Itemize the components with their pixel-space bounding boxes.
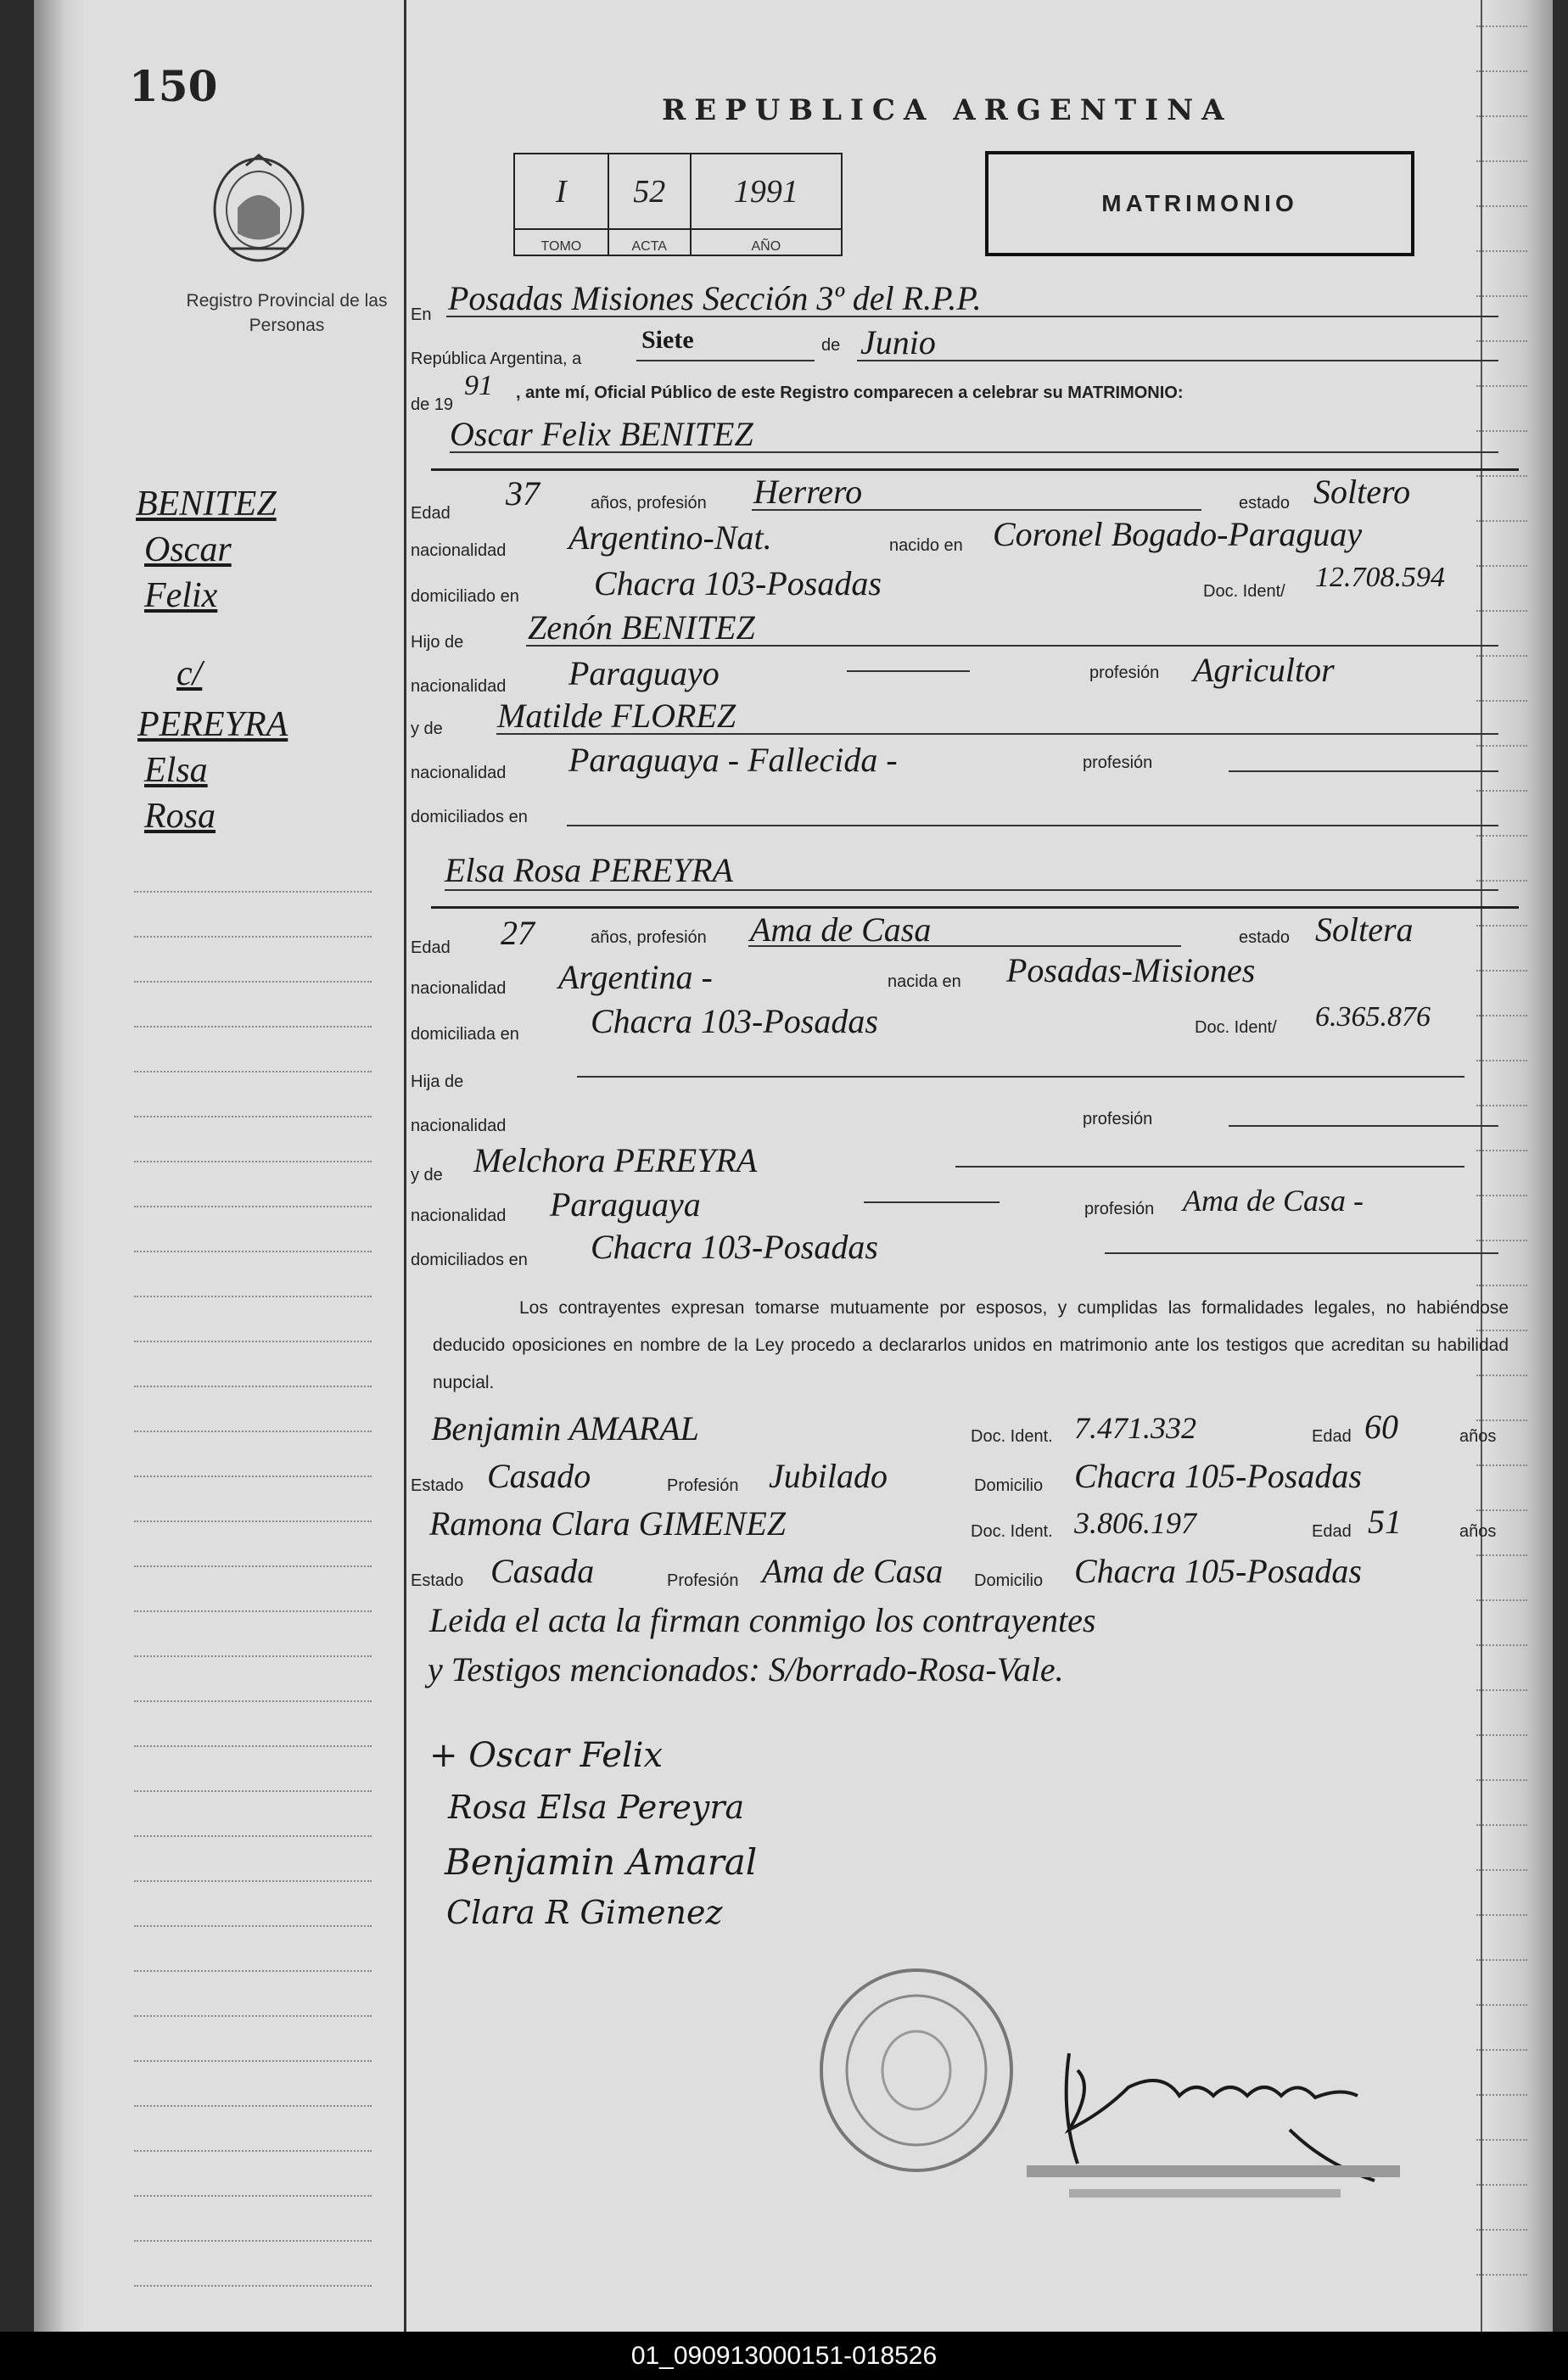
groom-dom-label: domiciliado en — [411, 587, 519, 606]
margin-ruled-line — [134, 1071, 372, 1072]
bride-name: Elsa Rosa PEREYRA — [445, 851, 733, 889]
day-line — [636, 360, 815, 361]
right-margin-ruled-line — [1476, 70, 1527, 72]
right-margin-ruled-line — [1476, 1015, 1527, 1016]
bride-estado-label: estado — [1239, 928, 1291, 947]
groom-edad: 37 — [506, 474, 540, 512]
groom-doc-label: Doc. Ident/ — [1203, 582, 1285, 601]
witness1-name: Benjamin AMARAL — [431, 1409, 699, 1448]
intro-text: , ante mí, Oficial Público de este Registro comparecen a celebrar su MATRIMONIO: — [516, 384, 1184, 402]
page-edge — [1485, 0, 1553, 2332]
padre-profesion: Agricultor — [1193, 651, 1335, 689]
groom-padre: Zenón BENITEZ — [528, 608, 755, 647]
republic-label: República Argentina, a — [411, 350, 582, 368]
bride-madre-prof-label: profesión — [1084, 1200, 1155, 1218]
month-line — [857, 360, 1498, 361]
witness2-anios-label: años — [1459, 1522, 1497, 1541]
witness2-doc-label: Doc. Ident. — [971, 1522, 1053, 1541]
right-margin-ruled-line — [1476, 520, 1527, 522]
bride-prof-line — [748, 945, 1181, 947]
madre-line — [496, 733, 1498, 735]
closing-line-1: Leida el acta la firman conmigo los contrayentes — [429, 1601, 1096, 1639]
margin-ruled-line — [134, 1386, 372, 1387]
right-margin-ruled-line — [1476, 1689, 1527, 1691]
provincial-seal-icon — [204, 148, 314, 267]
bride-edad-label: Edad — [411, 938, 451, 957]
right-margin-ruled-line — [1476, 655, 1527, 657]
margin-ruled-line — [134, 1790, 372, 1792]
signature-witness2: Clara R Gimenez — [446, 1894, 723, 1931]
right-margin-ruled-line — [1476, 115, 1527, 117]
margin-bride-name1: Elsa — [144, 751, 208, 790]
right-margin-ruled-line — [1476, 2229, 1527, 2231]
bride-prof2-line — [1229, 1125, 1498, 1127]
witness2-estado-label: Estado — [411, 1571, 464, 1590]
groom-name-line — [450, 451, 1498, 453]
right-margin-ruled-line — [1476, 160, 1527, 162]
right-margin-ruled-line — [1476, 430, 1527, 432]
groom-hijo-label: Hijo de — [411, 633, 464, 652]
right-margin-ruled-line — [1476, 25, 1527, 27]
en-label: En — [411, 305, 432, 324]
margin-ruled-line — [134, 1925, 372, 1927]
margin-ruled-line — [134, 981, 372, 983]
margin-ruled-line — [134, 1116, 372, 1117]
margin-ruled-line — [134, 891, 372, 893]
right-margin-ruled-line — [1476, 2049, 1527, 2051]
signature-groom: + Oscar Felix — [429, 1736, 664, 1775]
right-margin-ruled-line — [1476, 2094, 1527, 2096]
margin-ruled-line — [134, 1296, 372, 1297]
padre-nac-line — [847, 670, 970, 672]
groom-name: Oscar Felix BENITEZ — [450, 415, 753, 453]
groom-domiciliados-label: domiciliados en — [411, 808, 528, 826]
right-margin-ruled-line — [1476, 295, 1527, 297]
madre-nac-label: nacionalidad — [411, 764, 507, 782]
margin-ruled-line — [134, 1655, 372, 1657]
month-label: de — [821, 336, 841, 355]
margin-ruled-line — [134, 2195, 372, 2197]
bride-domiciliados: Chacra 103-Posadas — [591, 1228, 878, 1266]
right-margin-ruled-line — [1476, 1824, 1527, 1826]
day-value: Siete — [641, 326, 694, 354]
bride-madre: Melchora PEREYRA — [473, 1141, 758, 1179]
bride-profesion: Ama de Casa — [750, 910, 932, 949]
margin-ruled-line — [134, 1476, 372, 1477]
right-margin-ruled-line — [1476, 1420, 1527, 1421]
right-margin-ruled-line — [1476, 700, 1527, 702]
groom-yde-label: y de — [411, 720, 443, 738]
bride-domicilio: Chacra 103-Posadas — [591, 1002, 878, 1040]
bride-nac2-label: nacionalidad — [411, 1117, 507, 1135]
margin-ruled-line — [134, 1161, 372, 1162]
record-type-box: MATRIMONIO — [985, 151, 1414, 256]
groom-nacido-en: Coronel Bogado-Paraguay — [993, 515, 1363, 553]
right-margin-ruled-line — [1476, 1959, 1527, 1961]
bride-yde-label: y de — [411, 1166, 443, 1184]
witness2-domicilio: Chacra 105-Posadas — [1074, 1552, 1362, 1590]
margin-ruled-line — [134, 1520, 372, 1522]
groom-edad-label: Edad — [411, 504, 451, 523]
bride-separator — [431, 906, 1519, 909]
tomo-value: I — [514, 154, 608, 229]
margin-ruled-line — [134, 1565, 372, 1567]
margin-groom-name1: Oscar — [144, 530, 232, 569]
witness1-edad: 60 — [1364, 1408, 1398, 1446]
witness1-edad-label: Edad — [1312, 1427, 1352, 1446]
groom-estado-label: estado — [1239, 494, 1291, 512]
register-page — [34, 0, 1553, 2332]
right-margin-ruled-line — [1476, 1509, 1527, 1511]
registry-name: Registro Provincial de las Personas — [186, 291, 388, 335]
declaration-paragraph: Los contrayentes expresan tomarse mutuamente por esposos, y cumplidas las formalidades legales, no habiéndose deducido oposiciones en nombre de la Ley procedo a declararlos unidos en matrimonio ante los testigos que acreditan su habilidad nupcial. — [433, 1298, 1509, 1392]
margin-ruled-line — [134, 2150, 372, 2152]
bride-edad: 27 — [501, 914, 535, 952]
margin-ruled-line — [134, 2015, 372, 2017]
witness1-prof-label: Profesión — [667, 1476, 739, 1495]
anio-value: 1991 — [691, 154, 842, 229]
groom-prof-label: años, profesión — [591, 494, 707, 512]
document-header: REPUBLICA ARGENTINA — [662, 93, 1233, 127]
margin-divider — [404, 0, 406, 2332]
signature-bride: Rosa Elsa Pereyra — [448, 1789, 745, 1826]
image-id-footer: 01_090913000151-018526 — [0, 2332, 1568, 2380]
padre-line — [526, 645, 1498, 647]
margin-groom-surname: BENITEZ — [136, 484, 277, 524]
witness2-name: Ramona Clara GIMENEZ — [429, 1504, 786, 1543]
groom-separator — [431, 468, 1519, 471]
bride-prof-label: años, profesión — [591, 928, 707, 947]
right-margin-ruled-line — [1476, 1464, 1527, 1466]
witness1-anios-label: años — [1459, 1427, 1497, 1446]
groom-nacido-label: nacido en — [889, 536, 963, 555]
witness2-prof-label: Profesión — [667, 1571, 739, 1590]
record-number-box — [513, 153, 843, 256]
right-margin-ruled-line — [1476, 835, 1527, 837]
closing-line-2: y Testigos mencionados: S/borrado-Rosa-Vale. — [428, 1650, 1064, 1688]
anio-label: AÑO — [691, 229, 842, 255]
bride-madre-line — [955, 1166, 1464, 1168]
witness1-estado: Casado — [487, 1457, 591, 1495]
madre-nacionalidad: Paraguaya - Fallecida - — [568, 741, 898, 779]
witness1-estado-label: Estado — [411, 1476, 464, 1495]
witness1-domicilio: Chacra 105-Posadas — [1074, 1457, 1362, 1495]
witness2-estado: Casada — [490, 1552, 595, 1590]
witness2-dom-label: Domicilio — [974, 1571, 1044, 1590]
right-margin-ruled-line — [1476, 1779, 1527, 1781]
right-margin-ruled-line — [1476, 1240, 1527, 1241]
right-margin-ruled-line — [1476, 2139, 1527, 2141]
right-margin-ruled-line — [1476, 1734, 1527, 1736]
official-stamp-icon — [815, 1964, 1018, 2176]
right-margin-ruled-line — [1476, 2004, 1527, 2006]
margin-ruled-line — [134, 1341, 372, 1342]
place-line — [446, 316, 1498, 317]
bride-nacionalidad: Argentina - — [558, 958, 713, 996]
year-prefix: de 19 — [411, 395, 454, 414]
right-margin-ruled-line — [1476, 2274, 1527, 2276]
right-margin-ruled-line — [1476, 610, 1527, 612]
margin-ruled-line — [134, 1206, 372, 1207]
margin-ruled-line — [134, 1700, 372, 1702]
margin-groom-name2: Felix — [144, 576, 218, 615]
margin-ruled-line — [134, 1026, 372, 1028]
right-margin-ruled-line — [1476, 250, 1527, 252]
witness1-doc: 7.471.332 — [1074, 1411, 1196, 1445]
signature-witness1: Benjamin Amaral — [445, 1841, 758, 1883]
margin-bride-name2: Rosa — [144, 797, 216, 836]
bride-name-line — [445, 889, 1498, 891]
bride-dom-label: domiciliada en — [411, 1025, 519, 1044]
margin-ruled-line — [134, 1610, 372, 1612]
witness2-edad: 51 — [1368, 1503, 1402, 1541]
right-margin-ruled-line — [1476, 475, 1527, 477]
right-margin-ruled-line — [1476, 1644, 1527, 1646]
bride-domiciliados-line — [1105, 1252, 1498, 1254]
tomo-label: TOMO — [514, 229, 608, 255]
right-margin-ruled-line — [1476, 1060, 1527, 1061]
right-margin-ruled-line — [1476, 1195, 1527, 1196]
margin-ruled-line — [134, 1835, 372, 1837]
right-margin-ruled-line — [1476, 340, 1527, 342]
bride-nacida-label: nacida en — [888, 972, 961, 991]
book-spine — [34, 0, 85, 2332]
witness1-doc-label: Doc. Ident. — [971, 1427, 1053, 1446]
padre-nac-label: nacionalidad — [411, 677, 507, 696]
right-margin-ruled-line — [1476, 880, 1527, 882]
bride-doc-label: Doc. Ident/ — [1195, 1018, 1277, 1037]
bride-nacida-en: Posadas-Misiones — [1006, 951, 1256, 989]
page-number: 150 — [129, 61, 218, 111]
right-margin-ruled-line — [1476, 1150, 1527, 1151]
groom-prof-line — [752, 509, 1201, 511]
right-margin-ruled-line — [1476, 565, 1527, 567]
right-margin-ruled-line — [1476, 1869, 1527, 1871]
acta-label: ACTA — [608, 229, 691, 255]
bride-madre-nacionalidad: Paraguaya — [550, 1185, 701, 1224]
right-margin-ruled-line — [1476, 1554, 1527, 1556]
right-margin-ruled-line — [1476, 205, 1527, 207]
right-margin-line — [1481, 0, 1482, 2332]
bride-madre-nac-line — [864, 1201, 1000, 1203]
bride-padre-line — [577, 1076, 1464, 1078]
groom-domicilio: Chacra 103-Posadas — [594, 564, 882, 602]
right-margin-ruled-line — [1476, 1105, 1527, 1106]
margin-ruled-line — [134, 2285, 372, 2287]
witness2-doc: 3.806.197 — [1074, 1506, 1196, 1540]
witness2-profesion: Ama de Casa — [762, 1552, 944, 1590]
witness2-edad-label: Edad — [1312, 1522, 1352, 1541]
margin-bride-surname: PEREYRA — [137, 705, 288, 744]
margin-ruled-line — [134, 1431, 372, 1432]
margin-ruled-line — [134, 1251, 372, 1252]
bride-estado: Soltera — [1315, 910, 1414, 949]
acta-value: 52 — [608, 154, 691, 229]
right-margin-ruled-line — [1476, 745, 1527, 747]
bride-prof2-label: profesión — [1083, 1110, 1153, 1128]
padre-prof-label: profesión — [1089, 664, 1160, 682]
right-margin-ruled-line — [1476, 790, 1527, 792]
groom-profesion: Herrero — [753, 473, 863, 511]
right-margin-ruled-line — [1476, 970, 1527, 972]
groom-nac-label: nacionalidad — [411, 541, 507, 560]
month-value: Junio — [860, 323, 936, 361]
margin-ruled-line — [134, 2105, 372, 2107]
groom-nacionalidad: Argentino-Nat. — [568, 518, 772, 557]
madre-prof-line — [1229, 770, 1498, 772]
bride-madre-profesion: Ama de Casa - — [1183, 1184, 1364, 1218]
madre-prof-label: profesión — [1083, 753, 1153, 772]
groom-doc: 12.708.594 — [1315, 562, 1445, 593]
right-margin-ruled-line — [1476, 1285, 1527, 1286]
margin-ruled-line — [134, 936, 372, 938]
right-margin-ruled-line — [1476, 1599, 1527, 1601]
margin-ruled-line — [134, 1880, 372, 1882]
witness1-profesion: Jubilado — [769, 1457, 888, 1495]
place-value: Posadas Misiones Sección 3º del R.P.P. — [448, 279, 982, 317]
official-name-stamp-icon — [1018, 2155, 1408, 2215]
witness1-dom-label: Domicilio — [974, 1476, 1044, 1495]
year-suffix: 91 — [464, 370, 493, 401]
bride-hija-label: Hija de — [411, 1072, 464, 1091]
groom-madre: Matilde FLOREZ — [497, 697, 736, 735]
margin-conjunction: c/ — [176, 654, 203, 693]
margin-ruled-line — [134, 2240, 372, 2242]
margin-ruled-line — [134, 2060, 372, 2062]
right-margin-ruled-line — [1476, 2184, 1527, 2186]
margin-ruled-line — [134, 1970, 372, 1972]
margin-ruled-line — [134, 1745, 372, 1747]
right-margin-ruled-line — [1476, 925, 1527, 927]
bride-madre-nac-label: nacionalidad — [411, 1207, 507, 1225]
right-margin-ruled-line — [1476, 385, 1527, 387]
bride-domiciliados-label: domiciliados en — [411, 1251, 528, 1269]
padre-nacionalidad: Paraguayo — [568, 654, 720, 692]
right-margin-ruled-line — [1476, 1914, 1527, 1916]
bride-doc: 6.365.876 — [1315, 1001, 1431, 1033]
groom-domiciliados-line — [567, 825, 1498, 826]
groom-estado: Soltero — [1313, 473, 1411, 511]
bride-nac-label: nacionalidad — [411, 979, 507, 998]
